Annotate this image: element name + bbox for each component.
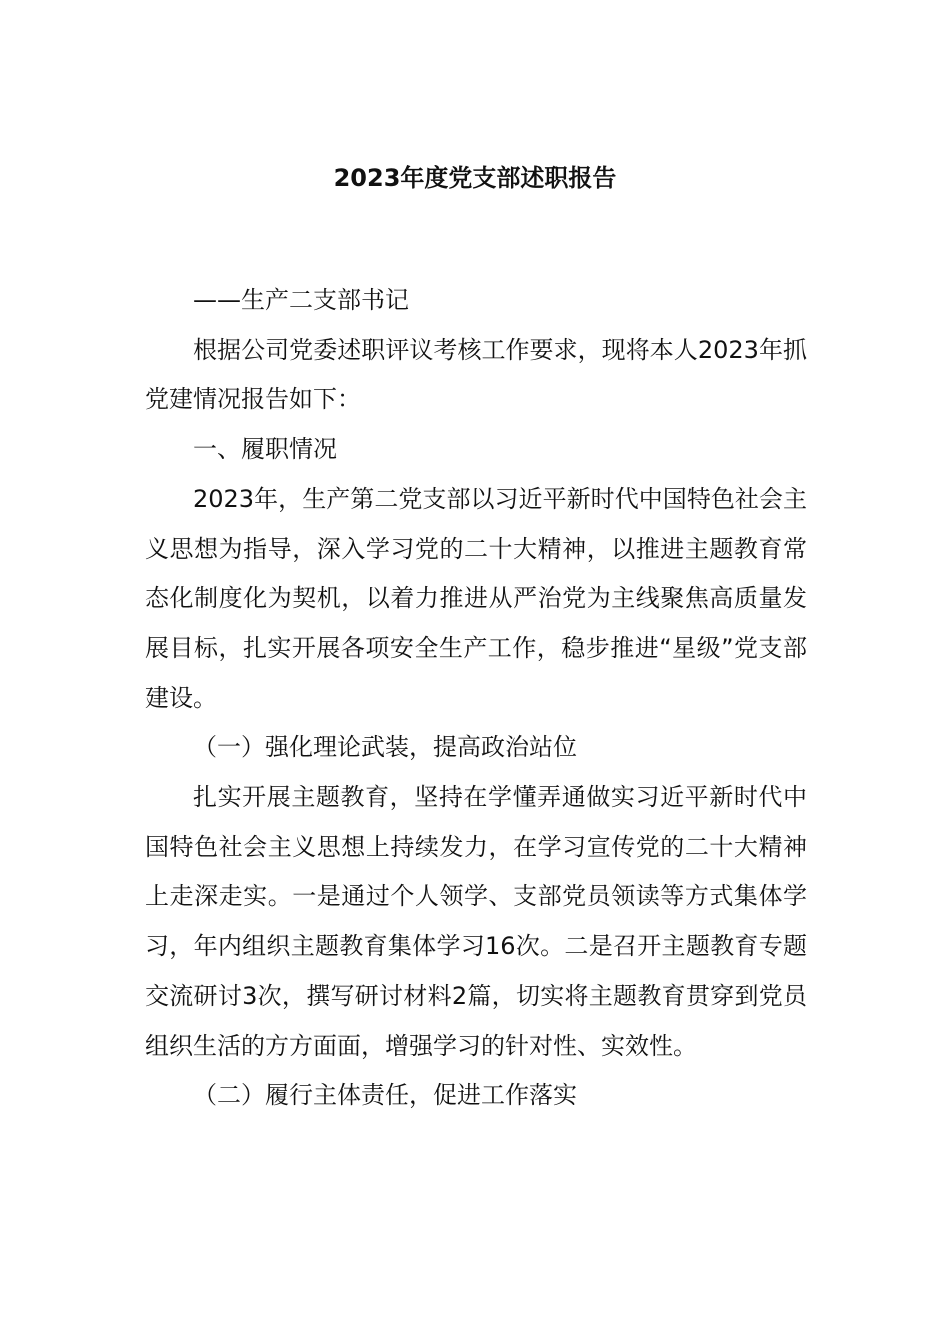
overview-paragraph: 2023年，生产第二党支部以习近平新时代中国特色社会主义思想为指导，深入学习党的二十大精神，以推进主题教育常态化制度化为契机，以着力推进从严治党为主线聚焦高质量发展目标，扎实开展各项安全生产工作，稳步推进“星级”党支部建设。 [145,484,807,712]
section-heading-1: 一、履职情况 [193,435,337,464]
author-line: ——生产二支部书记 [193,286,409,314]
subsection-heading-1: （一）强化理论武装，提高政治站位 [193,733,577,762]
document-title: 2023年度党支部述职报告 [333,164,617,192]
subsection-heading-2: （二）履行主体责任，促进工作落实 [193,1081,577,1110]
document-body [145,276,807,1121]
intro-paragraph: 根据公司党委述职评议考核工作要求，现将本人2023年抓党建情况报告如下： [145,335,807,414]
theory-paragraph: 扎实开展主题教育，坚持在学懂弄通做实习近平新时代中国特色社会主义思想上持续发力，在学习宣传党的二十大精神上走深走实。一是通过个人领学、支部党员领读等方式集体学习，年内组织主题教育集体学习16次。二是召开主题教育专题交流研讨3次，撰写研讨材料2篇，切实将主题教育贯穿到党员组织生活的方方面面，增强学习的针对性、实效性。 [145,783,807,1060]
